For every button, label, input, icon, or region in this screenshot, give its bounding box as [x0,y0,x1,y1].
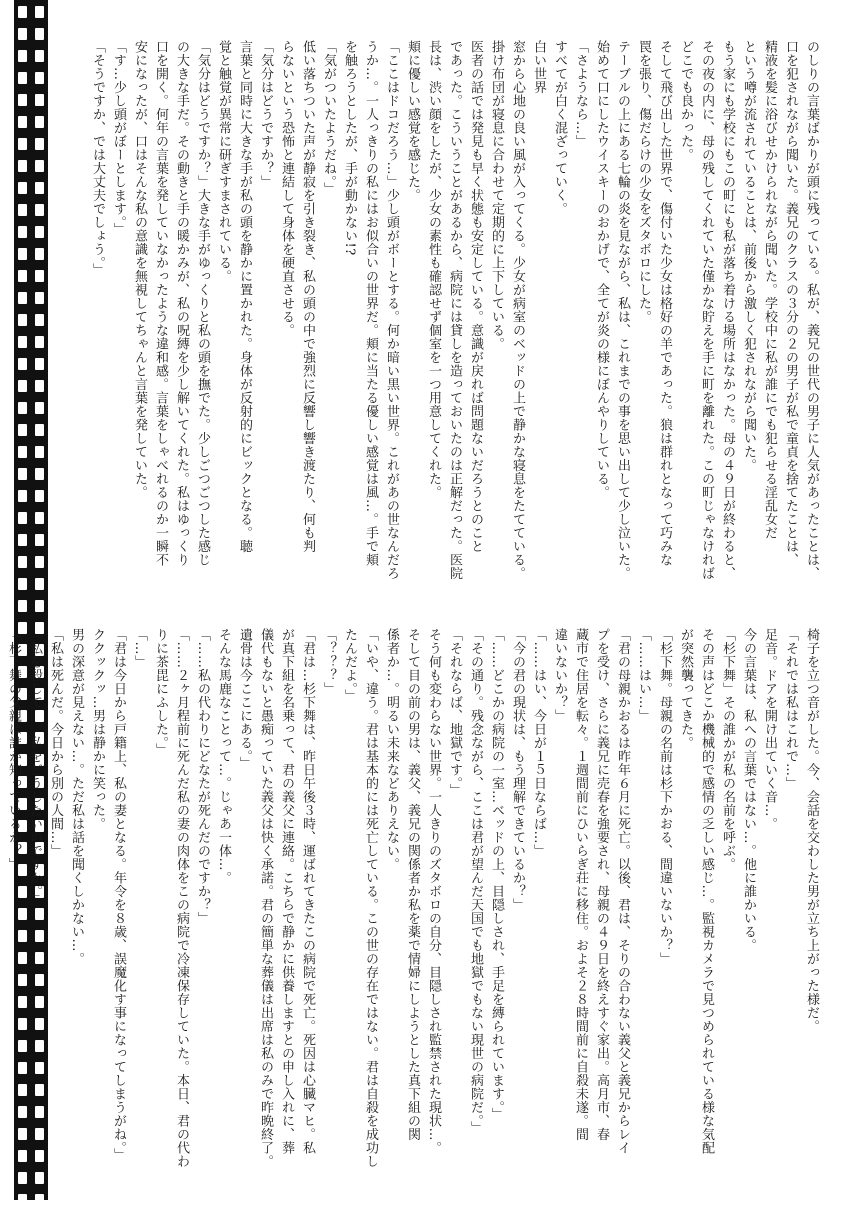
text-line: その夜の内に、母の残してくれていた僅かな貯えを手に町を離れた。この町じゃなければ [699,40,714,580]
story-text-upper [70,40,822,600]
text-line: 白い世界 [531,40,546,94]
sprocket-hole [18,226,27,238]
text-line: 「君は…杉下舞は、昨日午後３時、運ばれてきたこの病院で死亡。死因は心臓マヒ。私 [300,628,315,1155]
sprocket-hole [35,270,44,282]
text-line: 男の深意が見えない…。ただ私は話を聞くしかない…。 [69,628,84,966]
text-line: 言葉と同時に大きな手が私の頭を静かに置かれた。身体が反射的にビックとなる。聴 [237,40,252,553]
sprocket-hole [35,402,44,414]
sprocket-hole [35,204,44,216]
sprocket-hole [35,358,44,370]
text-line: 「……どこかの病院の一室…ベッドの上、目隠しされ、手足を縛られています。」 [489,628,504,1121]
text-line: テーブルの上にある七輪の炎を見ながら、私は、これまでの事を思い出して少し泣いた。 [615,40,630,580]
text-line: プを受け、さらに義兄に売春を強要され、母親の４９日を終えすぐ家出。高月市、春 [594,628,609,1141]
sprocket-hole [35,380,44,392]
sprocket-hole [18,446,27,458]
text-line: 「杉下舞。母親の名前は杉下かおる、間違いないか？」 [657,628,672,966]
text-line: 「そうですか、では大丈夫でしょう。」 [90,40,105,277]
sprocket-hole [35,94,44,106]
text-line: 「……２ヶ月程前に死んだ私の妻の肉体をこの病院で冷凍保存していた。本日、君の代わ [174,628,189,1168]
text-line: どこでも良かった。 [678,40,693,162]
text-line: 「気がついたようだね。」 [321,40,336,196]
text-line: 低い落ちついた声が静寂を引き裂き、私の頭の中で強烈に反響し響き渡たり、何も判 [300,40,315,553]
sprocket-hole [18,270,27,282]
text-line: 「私は死んだ。今日から別の人間…」 [48,628,63,858]
sprocket-hole [18,116,27,128]
text-line: のしりの言葉ばかりが頭に残っている。私が、義兄の世代の男子に人気があったことは、 [804,40,819,580]
text-line: ククックッ…男は静かに笑った。 [90,628,105,831]
sprocket-hole [35,248,44,260]
story-text-lower [6,628,822,1173]
text-line: 医者の話では発見も早く状態も安定している。意識が戻れば問題ないだろうとのこと [468,40,483,553]
sprocket-hole [18,490,27,502]
sprocket-hole [18,380,27,392]
text-line: 今の言葉は、私への言葉ではない…。他に誰かいる。 [741,628,756,952]
text-line: 「……私の代わりにどなたが死んだのですか？」 [195,628,210,925]
text-line: 「その通り。残念ながら、ここは君が望んだ天国でも地獄でもない現世の病院だ。」 [468,628,483,1135]
text-line: 頬に優しい感覚を感じた。 [405,40,420,202]
text-line: 「それならば、地獄です。」 [447,628,462,797]
sprocket-hole [18,1172,27,1184]
sprocket-hole [35,50,44,62]
text-line: 「杉下舞」その誰かが私の名前を呼ぶ。 [720,628,735,871]
text-line: の大きな手だ。その動きと手の暖かみが、私の呪縛を少し解いてくれた。私はゆっくり [174,40,189,567]
sprocket-hole [35,116,44,128]
sprocket-hole [18,6,27,18]
sprocket-hole [35,578,44,590]
text-line: 「いや、違う。君は基本的には死亡している。この世の存在ではない。君は自殺を成功し [363,628,378,1168]
sprocket-hole [35,1172,44,1184]
sprocket-hole [35,468,44,480]
text-line: らないという恐怖と連結して身体を硬直させる。 [279,40,294,337]
text-line: そして飛び出した世界で、傷付いた少女は格好の羊であった。狼は群れとなって巧みな [657,40,672,567]
sprocket-hole [18,468,27,480]
sprocket-hole [18,1194,27,1206]
text-line: りに茶毘にふした。」 [153,628,168,757]
text-line: 「君の母親かおるは昨年６月に死亡。以後、君は、そりの合わない義父と義兄からレイ [615,628,630,1155]
text-line: 「す…少し頭がぼーとします。」 [111,40,126,236]
sprocket-hole [18,358,27,370]
sprocket-hole [18,314,27,326]
text-line: 蔵市で住居を転々。１週間前にひいらぎ荘に移住。およそ２８時間前に自殺未遂。間 [573,628,588,1141]
sprocket-hole [35,314,44,326]
text-line: という噂が流されていることは、前後から激しく犯されながら聞いた。 [741,40,756,472]
text-line: 始めて口にしたウイスキーのおかげで、全てが炎の様にぼんやりしている。 [594,40,609,499]
sprocket-hole [35,556,44,568]
text-line: 「杉下舞の父親は誰か知っているか？」 [6,628,21,871]
text-line: うか…。一人っきりの私にはお似合いの世界だ。頬に当たる優しい感覚は風…。手で頬 [363,40,378,567]
sprocket-hole [35,72,44,84]
sprocket-hole [18,160,27,172]
text-line: 「？？？」 [321,628,336,696]
text-line: そんな馬鹿なことって…。じゃあ一体…。 [216,628,231,885]
text-line: 係者か…。明るい未来などありえない。 [384,628,399,871]
sprocket-hole [18,512,27,524]
text-line: 「…」 [132,628,147,669]
text-line: 儀代もないと愚痴っていた義父は快く承諾。君の簡単な葬儀は出席は私のみで昨晩終了。 [258,628,273,1168]
sprocket-hole [35,1194,44,1206]
sprocket-hole [18,336,27,348]
text-line: 口を犯されながら聞いた。義兄のクラスの３分の２の男子が私で童貞を捨てたことは、 [783,40,798,567]
text-line: 掛け布団が寝息に合わせて定期的に上下している。 [489,40,504,351]
sprocket-hole [35,534,44,546]
text-line: 口を開く。何年の言葉を発していなかったような違和感。言葉をしゃべれるのか一瞬不 [153,40,168,567]
sprocket-hole [35,292,44,304]
text-line: 覚と触覚が異常に研ぎすまされている。 [216,40,231,283]
sprocket-hole [35,600,44,612]
sprocket-hole [35,28,44,40]
text-line: 足音。ドアを開け出ていく音…。 [762,628,777,831]
text-line: を触ろうとしたが、手が動かない!? [342,40,357,256]
text-line: が真下組を名乗って、君の義父に連絡。こちらで静かに供養しますとの申し入れに、葬 [279,628,294,1155]
text-line: 違いないか？」 [552,628,567,723]
sprocket-hole [18,424,27,436]
sprocket-hole [35,182,44,194]
sprocket-hole [35,512,44,524]
text-line: 安になったが、口はそんな私の意識を無視してちゃんと言葉を発していた。 [132,40,147,499]
sprocket-hole [18,28,27,40]
sprocket-hole [18,402,27,414]
text-line: であった。こういうことがあるから、病院には貸しを造っておいたのは正解だった。医院 [447,40,462,580]
text-line: たんだよ。」 [342,628,357,703]
text-line: 「……はい、今日が１５日ならば…」 [531,628,546,858]
text-line: 「君は今日から戸籍上、私の妻となる。年令を８歳、誤魔化す事になってしまうがね。」 [111,628,126,1162]
sprocket-hole [35,160,44,172]
sprocket-hole [18,182,27,194]
sprocket-hole [18,248,27,260]
text-line: 「……はい…」 [636,628,651,723]
text-line: 長は、渋い顔をしたが、少女の素性も確認せず個室を一つ用意してくれた。 [426,40,441,499]
sprocket-hole [18,50,27,62]
text-line: 「ここはドコだろう…」少し頭がボーとする。何か暗い黒い世界。これがあの世なんだろ [384,40,399,580]
text-line: 遺骨は今ここにある。」 [237,628,252,770]
text-line: すべてが白く混ざっていく。 [552,40,567,216]
sprocket-hole [35,336,44,348]
text-line: 精液を髪に浴びせかけられながら聞いた。学校中に私が誰にでも犯らせる淫乱女だ [762,40,777,540]
sprocket-hole [18,578,27,590]
text-line: 罠を張り、傷だらけの少女をズタボロにした。 [636,40,651,324]
sprocket-hole [35,446,44,458]
text-line: 「気分はどうですか？」大きな手がゆっくりと私の頭を撫でた。少しごつごつした感じ [195,40,210,567]
sprocket-hole [35,226,44,238]
sprocket-hole [18,556,27,568]
text-line: そう何も変わらない世界。一人きりのズタボロの自分、目隠しされ監禁された現状…。 [426,628,441,1155]
text-line: 「それでは私はこれで…」 [783,628,798,790]
sprocket-hole [35,490,44,502]
text-line: が突然襲ってきた。 [678,628,693,750]
text-line: 「今の君の現状は、もう理解できているか？」 [510,628,525,912]
text-line: そして目の前の男は、義父、義兄の関係者か私を薬で情婦にしようとした真下組の関 [405,628,420,1141]
sprocket-hole [18,600,27,612]
sprocket-hole [35,6,44,18]
text-line: 窓から心地の良い風が入ってくる。少女が病室のベッドの上で静かな寝息をたてている。 [510,40,525,580]
sprocket-hole [18,204,27,216]
text-line: 「さようなら…」 [573,40,588,148]
sprocket-hole [18,292,27,304]
text-line: 「気分はどうですか？」 [258,40,273,189]
text-line: もう家にも学校にもこの町にも私が落ち着ける場所はなかった。母の４９日が終わると、 [720,40,735,580]
sprocket-hole [18,94,27,106]
sprocket-hole [18,534,27,546]
text-line: 椅子を立つ音がした。今、会話を交わした男が立ち上がった様だ。 [804,628,819,1033]
sprocket-hole [35,138,44,150]
text-line: その声はどこか機械的で感情の乏しい感じ…。監視カメラで見つめられている様な気配 [699,628,714,1155]
sprocket-hole [18,72,27,84]
sprocket-hole [18,138,27,150]
text-line: 「私を殺して…。私をどうしたいのですか。」 [27,628,42,905]
sprocket-hole [35,424,44,436]
